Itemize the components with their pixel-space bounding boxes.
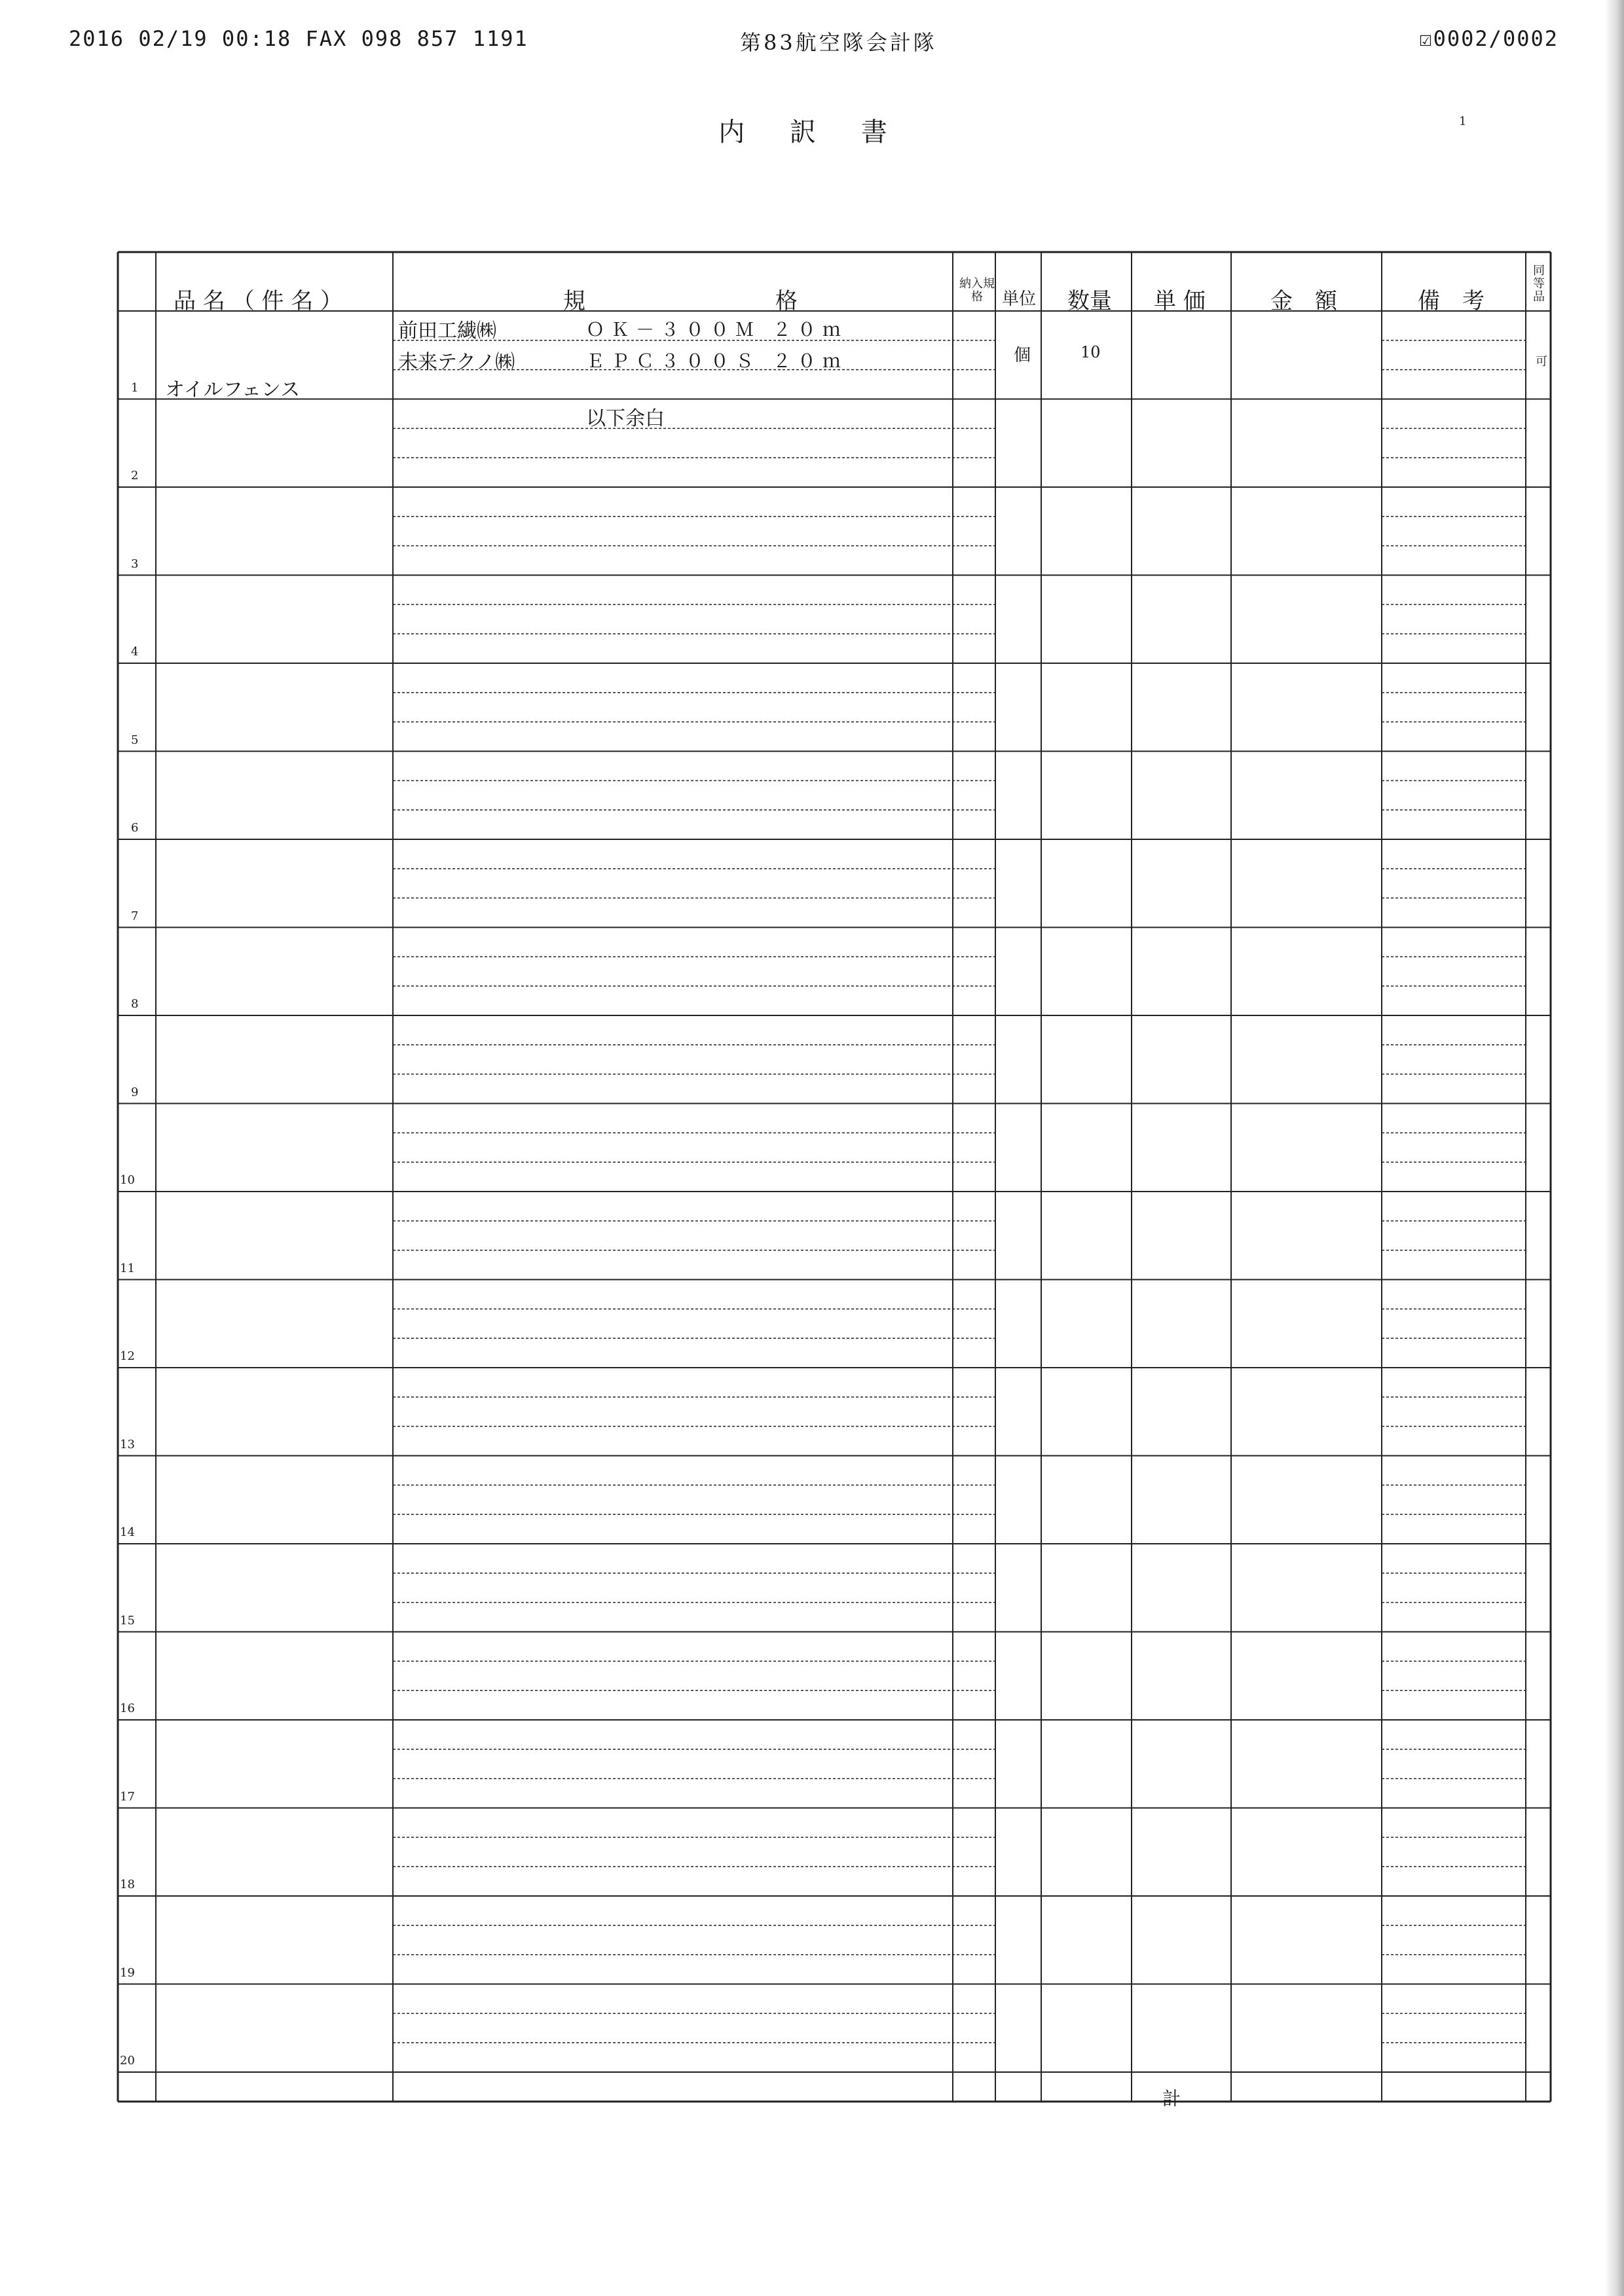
fax-header-page: ☑0002/0002 (1419, 26, 1559, 51)
row-1-spec-model-2: ＥＰＣ３００Ｓ ２０ｍ (586, 350, 847, 372)
header-amount: 金 額 (1270, 288, 1337, 314)
header-unit: 単位 (1002, 289, 1037, 309)
total-label: 計 (1162, 2088, 1181, 2109)
row-number: 2 (131, 469, 139, 483)
row-number: 17 (120, 1789, 135, 1804)
row-number: 4 (131, 645, 139, 659)
row-number: 7 (131, 909, 139, 923)
row-number: 20 (120, 2054, 135, 2068)
header-quantity: 数量 (1067, 288, 1112, 314)
page-number: 1 (1459, 115, 1467, 128)
row-number: 14 (120, 1525, 135, 1539)
row-1-spec-maker-2: 未来テクノ㈱ (398, 351, 515, 374)
row-1-item-name: オイルフェンス (165, 378, 301, 401)
row-number: 5 (131, 733, 139, 747)
row-1-equivalent: 可 (1536, 355, 1547, 369)
row-number: 6 (131, 821, 139, 835)
header-unit-price: 単 価 (1154, 288, 1206, 314)
header-remarks: 備 考 (1418, 288, 1485, 314)
row-number: 13 (120, 1437, 135, 1451)
fax-header-sender: 第83航空隊会計隊 (740, 30, 937, 55)
row-1-unit: 個 (1014, 346, 1031, 365)
fax-header-left: 2016 02/19 00:18 FAX 098 857 1191 (69, 26, 528, 51)
header-delivery-spec: 納入規格 (959, 277, 995, 304)
row-number: 12 (120, 1349, 135, 1363)
header-equivalent: 同等品 (1533, 264, 1545, 304)
row-number: 11 (120, 1261, 135, 1275)
row-1-spec-maker-1: 前田工繊㈱ (398, 319, 496, 342)
row-number: 10 (120, 1173, 135, 1187)
row-number: 1 (131, 380, 139, 395)
document-title: 内 訳 書 (718, 117, 906, 147)
row-number: 8 (131, 997, 139, 1011)
header-item-name: 品 名 （ 件 名 ） (174, 288, 343, 314)
row-1-quantity: 10 (1080, 343, 1101, 361)
row-1-spec-model-1: ＯＫ－３００Ｍ ２０ｍ (586, 319, 847, 340)
row-number: 15 (120, 1613, 135, 1628)
row-number: 19 (120, 1965, 135, 1980)
blank-below-marker: 以下余白 (586, 407, 665, 430)
row-number: 3 (131, 556, 139, 571)
row-number: 18 (120, 1878, 135, 1891)
scan-edge-shadow (1604, 0, 1624, 2296)
row-number: 16 (120, 1702, 135, 1715)
header-spec: 規 格 (563, 288, 811, 314)
row-number: 9 (131, 1085, 139, 1099)
